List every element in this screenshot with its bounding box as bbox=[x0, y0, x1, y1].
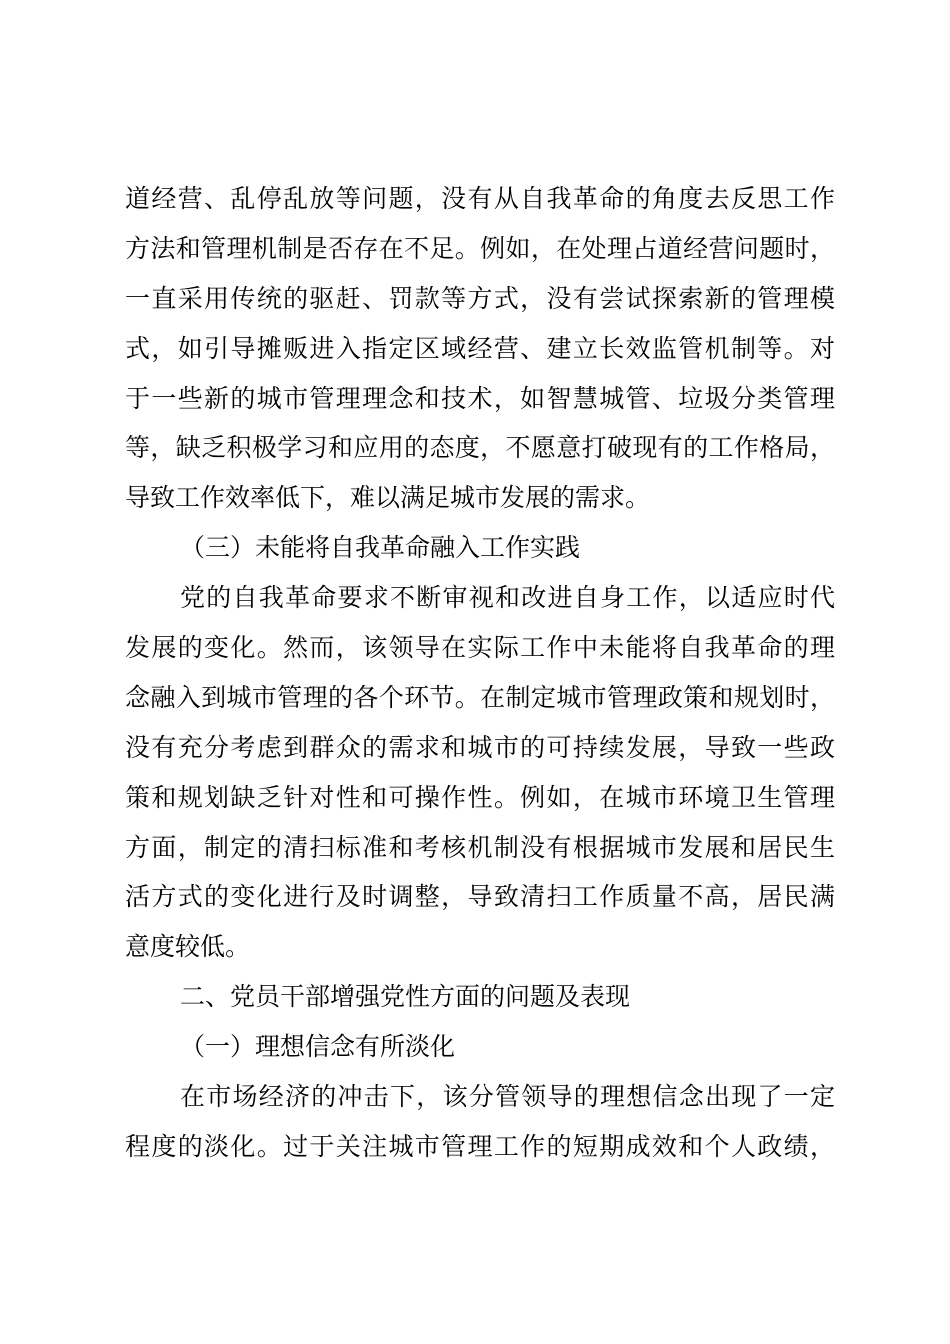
body-text-line: 程度的淡化。过于关注城市管理工作的短期成效和个人政绩， bbox=[125, 1132, 835, 1161]
body-text-line: 党的自我革命要求不断审视和改进自身工作，以适应时代 bbox=[180, 584, 835, 613]
body-text-line: 一直采用传统的驱赶、罚款等方式，没有尝试探索新的管理模 bbox=[125, 284, 835, 313]
body-text-line: 式，如引导摊贩进入指定区域经营、建立长效监管机制等。对 bbox=[125, 334, 835, 363]
body-text-line: 活方式的变化进行及时调整，导致清扫工作质量不高，居民满 bbox=[125, 883, 835, 912]
body-text-line: 方面，制定的清扫标准和考核机制没有根据城市发展和居民生 bbox=[125, 833, 835, 862]
body-text-line: 在市场经济的冲击下，该分管领导的理想信念出现了一定 bbox=[180, 1083, 835, 1112]
body-text-line: 于一些新的城市管理理念和技术，如智慧城管、垃圾分类管理 bbox=[125, 384, 835, 413]
body-text-line: 念融入到城市管理的各个环节。在制定城市管理政策和规划时， bbox=[125, 683, 835, 712]
section-heading-level-1: 二、党员干部增强党性方面的问题及表现 bbox=[180, 983, 631, 1012]
body-text-line: 导致工作效率低下，难以满足城市发展的需求。 bbox=[125, 484, 651, 513]
body-text-line: 意度较低。 bbox=[125, 933, 251, 962]
body-text-line: 等，缺乏积极学习和应用的态度，不愿意打破现有的工作格局， bbox=[125, 434, 835, 463]
body-text-line: 道经营、乱停乱放等问题，没有从自我革命的角度去反思工作 bbox=[125, 185, 835, 213]
body-text-line: 策和规划缺乏针对性和可操作性。例如，在城市环境卫生管理 bbox=[125, 783, 835, 812]
section-heading-level-2: （三）未能将自我革命融入工作实践 bbox=[180, 534, 581, 563]
body-text-line: 没有充分考虑到群众的需求和城市的可持续发展，导致一些政 bbox=[125, 733, 835, 762]
body-text-line: 发展的变化。然而，该领导在实际工作中未能将自我革命的理 bbox=[125, 634, 835, 663]
section-heading-level-2: （一）理想信念有所淡化 bbox=[180, 1033, 456, 1062]
body-text-line: 方法和管理机制是否存在不足。例如，在处理占道经营问题时， bbox=[125, 234, 835, 263]
document-text-block bbox=[125, 175, 835, 1173]
